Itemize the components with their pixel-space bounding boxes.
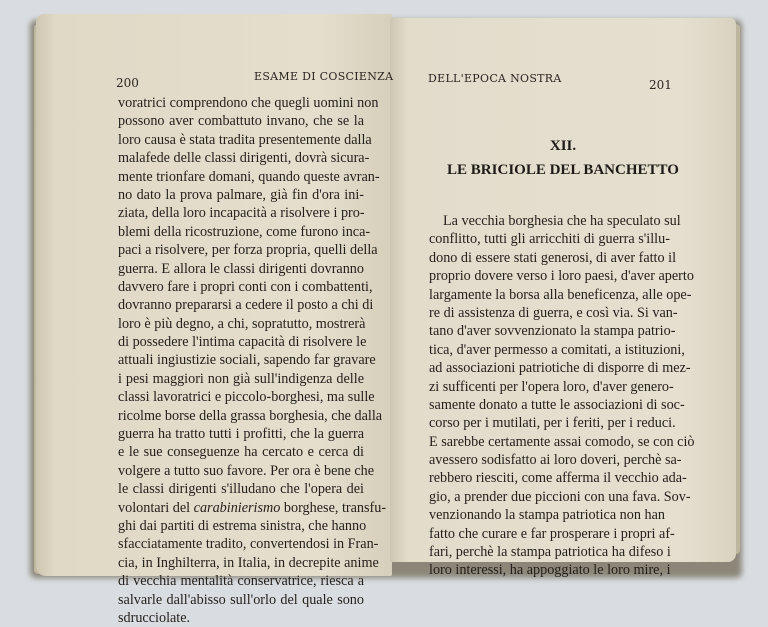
- text-line: loro è più degno, a chi, sopratutto, mostrerà: [118, 315, 366, 332]
- right-page-text: [429, 212, 695, 580]
- text-line: sfacciatamente tradito, convertendosi in Fran-: [118, 536, 379, 553]
- text-line: conflitto, tutti gli arricchiti di guerra s'illu-: [429, 231, 670, 248]
- text-line: largamente la borsa alla beneficenza, alle ope-: [429, 286, 692, 303]
- text-line: fatto che curare e far prosperare i propri af-: [429, 525, 675, 542]
- text-line: voratrici comprendono che quegli uomini non: [118, 95, 379, 111]
- text-line: zi sufficenti per l'opera loro, d'aver genero-: [429, 378, 674, 395]
- text-line: davvero fare i propri conti con i combattenti,: [118, 278, 373, 295]
- text-line: i pesi maggiori non già sull'indigenza delle: [118, 370, 364, 387]
- text-line: tano d'aver sovvenzionato la stampa patrio-: [429, 323, 676, 340]
- text-line: volontari del carabinierismo borghese, transfu-: [118, 499, 387, 516]
- text-line: tica, d'aver permesso a comitati, a istituzioni,: [429, 341, 685, 358]
- right-running-head: DELL'EPOCA NOSTRA: [428, 72, 562, 85]
- text-line: mente trionfare domani, quando queste avran-: [118, 168, 380, 185]
- text-line: no dato la prova palmare, già fin d'ora ini-: [118, 186, 364, 203]
- text-line: blemi della ricostruzione, come furono inca-: [118, 223, 371, 240]
- text-line: possono aver combattuto invano, che se la: [118, 113, 364, 130]
- text-line: guerra. E allora le classi dirigenti dovranno: [118, 260, 364, 277]
- italic-word: carabinierismo: [193, 499, 281, 516]
- text-line: rebbero riesciti, come afferma il vecchio ada-: [429, 470, 687, 487]
- right-page-number: 201: [649, 78, 672, 92]
- text-line: classi lavoratrici e piccolo-borghesi, ma sulle: [118, 389, 375, 406]
- text-line: paci a risolvere, per forza propria, quelli della: [118, 242, 378, 259]
- text-line: dovranno prepararsi a cedere il posto a chi di: [118, 297, 374, 314]
- text-line: ricolme borse della grassa borghesia, che dalla: [118, 407, 383, 424]
- text-line: cia, in Inghilterra, in Italia, in decrepite anime: [118, 554, 379, 571]
- text-line: ghi dai partiti di estrema sinistra, che hanno: [118, 517, 367, 534]
- text-line: volgere a tutto suo favore. Per ora è bene che: [118, 462, 375, 479]
- chapter-number: XII.: [549, 138, 577, 154]
- text-line: ad associazioni patriotiche di disporre di mez-: [429, 360, 691, 377]
- text-line: re di assistenza di guerra, e così via. Si van-: [429, 304, 678, 321]
- text-line: E sarebbe certamente assai comodo, se con ciò: [429, 433, 695, 450]
- text-line: le classi dirigenti s'illudano che l'opera dei: [118, 481, 364, 498]
- text-line: guerra ha tratto tutti i profitti, che la guerra: [118, 426, 364, 443]
- text-line: attuali ingiustizie sociali, sapendo far gravare: [118, 352, 376, 369]
- left-page-text: [118, 94, 387, 627]
- text-line: La vecchia borghesia che ha speculato sul: [443, 213, 681, 229]
- text-line: proprio dovere verso i loro paesi, d'aver aperto: [429, 268, 694, 285]
- text-line: gio, a prender due piccioni con una fava. Sov-: [429, 488, 691, 505]
- text-line: corso per i mutilati, per i feriti, per i reduci.: [429, 415, 676, 432]
- text-line: samente donato a tutte le associazioni di soc-: [429, 396, 685, 413]
- text-line: di possedere l'intima capacità di risolvere le: [118, 334, 367, 351]
- text-line: di vecchia mentalità conservatrice, riesca a: [118, 573, 364, 590]
- text-line: e le sue conseguenze ha cercato e cerca di: [118, 444, 364, 461]
- text-line: avessero sodisfatto ai loro doveri, perchè sa-: [429, 452, 682, 469]
- text-line: loro interessi, ha appoggiato le loro mire, i: [429, 562, 671, 579]
- text-line: ziata, della loro incapacità a risolvere i pro-: [118, 205, 365, 222]
- text-line: sdrucciolate.: [118, 609, 191, 626]
- left-page-number: 200: [116, 76, 139, 90]
- text-line: dono di essere stati generosi, di aver fatto il: [429, 249, 677, 266]
- text-line: fari, perchè la stampa patriotica ha difeso i: [429, 544, 671, 561]
- chapter-title: LE BRICIOLE DEL BANCHETTO: [447, 162, 679, 178]
- left-running-head: ESAME DI COSCIENZA: [254, 70, 394, 83]
- text-line: salvarle dall'abisso sull'orlo del quale sono: [118, 591, 364, 608]
- text-line: loro causa è stata tradita presentemente dalla: [118, 131, 372, 148]
- text-line: malafede delle classi dirigenti, dovrà sicura-: [118, 150, 370, 167]
- text-line: venzionando la stampa patriotica non han: [429, 507, 665, 524]
